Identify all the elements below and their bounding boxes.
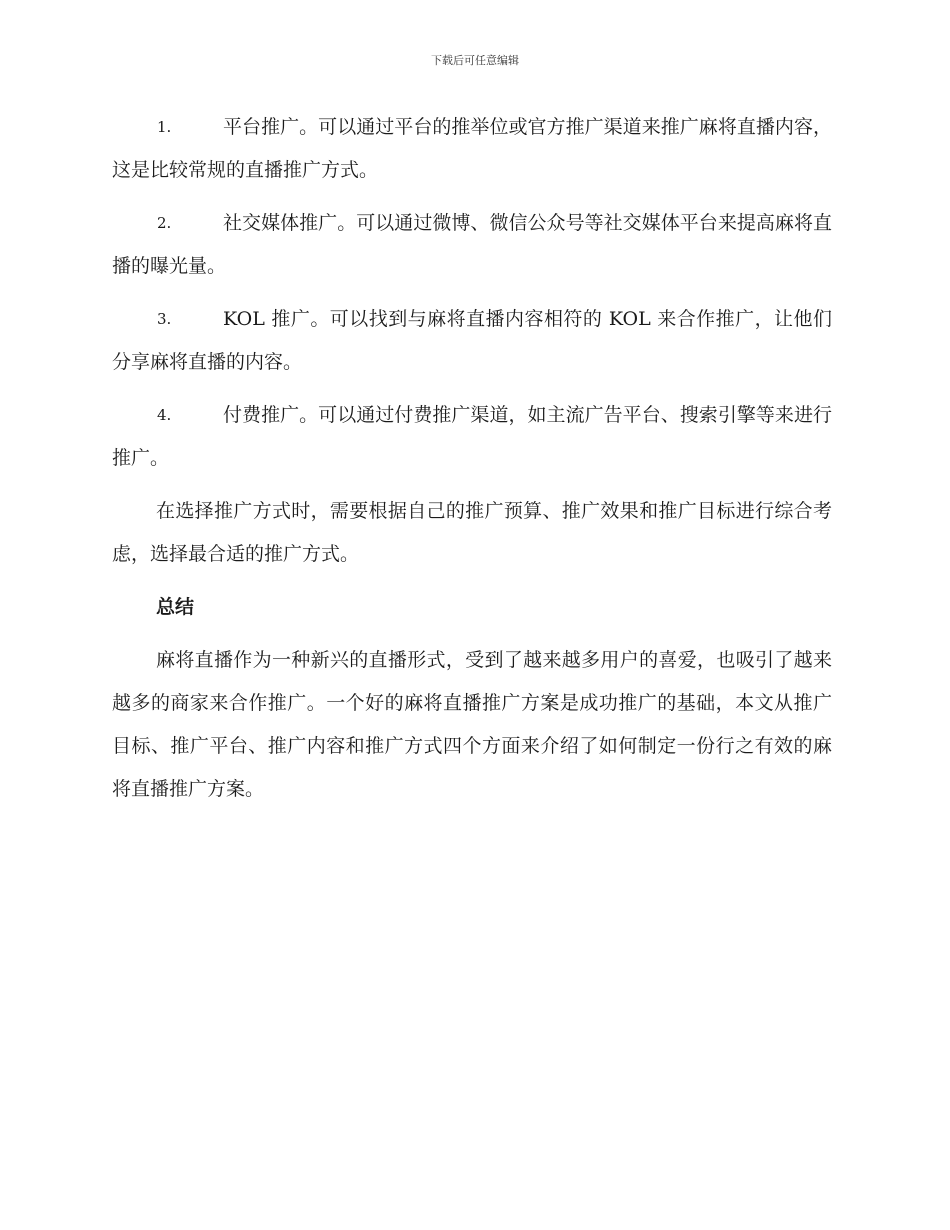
list-item-number: 1. (157, 118, 172, 136)
intro-paragraph: 在选择推广方式时，需要根据自己的推广预算、推广效果和推广目标进行综合考虑，选择最合适的推广方式。 (112, 500, 832, 565)
list-item-text: KOL 推广。可以找到与麻将直播内容相符的 KOL 来合作推广，让他们分享麻将直播的内容。 (112, 308, 832, 373)
list-item-number: 4. (157, 406, 172, 424)
list-item (112, 394, 832, 480)
list-item (112, 298, 832, 384)
list-item-text: 付费推广。可以通过付费推广渠道，如主流广告平台、搜索引擎等来进行推广。 (112, 404, 832, 469)
list-item-text: 平台推广。可以通过平台的推举位或官方推广渠道来推广麻将直播内容，这是比较常规的直播推广方式。 (112, 116, 832, 181)
summary-paragraph: 麻将直播作为一种新兴的直播形式，受到了越来越多用户的喜爱，也吸引了越来越多的商家来合作推广。一个好的麻将直播推广方案是成功推广的基础，本文从推广目标、推广平台、推广内容和推广方式四个方面来介绍了如何制定一份行之有效的麻将直播推广方案。 (112, 649, 832, 800)
document-body (112, 106, 832, 821)
page-header-note: 下载后可任意编辑 (431, 54, 519, 67)
list-item (112, 202, 832, 288)
list-item-number: 2. (157, 214, 172, 232)
list-item (112, 106, 832, 192)
list-item-text: 社交媒体推广。可以通过微博、微信公众号等社交媒体平台来提高麻将直播的曝光量。 (112, 212, 832, 277)
list-item-number: 3. (157, 310, 172, 328)
summary-heading: 总结 (156, 596, 195, 618)
